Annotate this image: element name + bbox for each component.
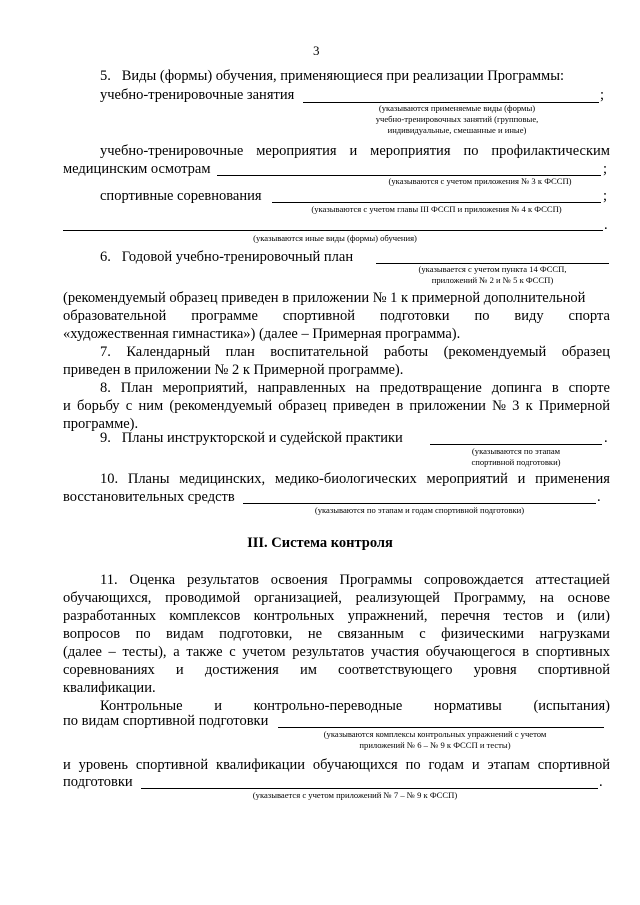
word: с bbox=[125, 398, 133, 414]
word: образец bbox=[561, 344, 610, 360]
item8-line3: программе). bbox=[63, 416, 139, 432]
item7-line1 bbox=[100, 343, 610, 361]
word: мероприятия bbox=[370, 143, 451, 159]
word: тесты), bbox=[122, 644, 167, 660]
word: борьбу bbox=[76, 398, 120, 414]
item9-note-1: (указываются по этапам bbox=[471, 446, 561, 456]
item5-training-end: ; bbox=[600, 87, 605, 103]
word: в bbox=[551, 380, 559, 396]
word: квалификации bbox=[216, 757, 305, 773]
word: учетом bbox=[242, 644, 286, 660]
word: по bbox=[135, 626, 151, 642]
item10-end: . bbox=[597, 489, 601, 505]
word: достижения bbox=[204, 662, 279, 678]
word: применения bbox=[535, 471, 610, 487]
item11-line4 bbox=[63, 625, 610, 643]
item6-line1: (рекомендуемый образец приведен в приложении № 1 к примерной дополнительной bbox=[63, 290, 586, 306]
word: по bbox=[474, 308, 490, 324]
word: и bbox=[517, 471, 526, 487]
word: обучающегося bbox=[425, 644, 516, 660]
word: мероприятия bbox=[256, 143, 337, 159]
word: виду bbox=[514, 308, 544, 324]
item5-medical-end: ; bbox=[603, 161, 608, 177]
item6-line3: «художественная гимнастика») (далее – Примерная программа). bbox=[63, 326, 461, 342]
word: 3 bbox=[512, 398, 520, 414]
word: и bbox=[63, 398, 71, 414]
word: план bbox=[225, 344, 255, 360]
word: результатов bbox=[292, 644, 365, 660]
item10-label: восстановительных средств bbox=[63, 489, 235, 505]
word: освоения bbox=[270, 572, 328, 588]
word: работы bbox=[383, 344, 429, 360]
word: обучающихся bbox=[312, 757, 398, 773]
word: (далее bbox=[63, 644, 102, 660]
word: ним bbox=[138, 398, 164, 414]
word: и bbox=[175, 662, 184, 678]
item5-training-label: учебно-тренировочные занятия bbox=[100, 87, 295, 103]
item5-medical-note: (указываются с учетом приложения № 3 к ФССП) bbox=[388, 176, 572, 186]
item5-competitions-label: спортивные соревнования bbox=[100, 188, 262, 204]
word: спорте bbox=[568, 380, 610, 396]
item10-line1 bbox=[100, 470, 610, 488]
word: образовательной bbox=[63, 308, 167, 324]
item11-line7: квалификации. bbox=[63, 680, 156, 696]
word: спортивных bbox=[535, 644, 610, 660]
item5-training-note-2: учебно-тренировочных занятий (групповые, bbox=[375, 114, 539, 124]
item11-norms-note-1: (указываются комплексы контрольных упражнений с учетом bbox=[323, 729, 547, 739]
word: медико-биологических bbox=[274, 471, 417, 487]
word: воспитательной bbox=[270, 344, 369, 360]
item5-other-line bbox=[63, 230, 603, 231]
word: (или) bbox=[577, 608, 610, 624]
word: комплексов bbox=[169, 608, 241, 624]
item5-competitions-note: (указываются с учетом главы III ФССП и приложения № 4 к ФССП) bbox=[311, 204, 562, 214]
word: контрольно-переводные bbox=[253, 698, 403, 714]
item9-label: 9. Планы инструкторской и судейской практики bbox=[100, 430, 403, 446]
word: подготовки bbox=[379, 308, 450, 324]
word: медицинских, bbox=[179, 471, 266, 487]
word: соответствующего bbox=[338, 662, 453, 678]
word: аттестацией bbox=[535, 572, 610, 588]
word: с bbox=[229, 644, 236, 660]
word: (испытания) bbox=[533, 698, 610, 714]
word: учебно-тренировочные bbox=[100, 143, 244, 159]
word: на bbox=[539, 590, 554, 606]
item7-line2: приведен в приложении № 2 к Примерной программе). bbox=[63, 362, 404, 378]
word: а bbox=[173, 644, 180, 660]
item5-other-end: . bbox=[604, 217, 608, 233]
word: мероприятий, bbox=[162, 380, 248, 396]
word: 7. bbox=[100, 344, 111, 360]
item10-line bbox=[243, 503, 596, 504]
section-title: III. Система контроля bbox=[247, 535, 393, 551]
word: результатов bbox=[186, 572, 259, 588]
item11-level-line bbox=[63, 756, 610, 774]
item9-line bbox=[430, 444, 602, 445]
word: спортивной bbox=[282, 308, 355, 324]
word: приложении bbox=[409, 398, 486, 414]
word: программе bbox=[191, 308, 258, 324]
word: контрольных bbox=[253, 608, 335, 624]
word: приведен bbox=[332, 398, 391, 414]
word: по bbox=[463, 143, 479, 159]
item6-label: 6. Годовой учебно-тренировочный план bbox=[100, 249, 354, 265]
item5-training-note-1: (указываются применяемые виды (формы) bbox=[378, 103, 536, 113]
item5-heading: 5. Виды (формы) обучения, применяющиеся при реализации Программы: bbox=[100, 68, 564, 84]
item5-events-line bbox=[100, 142, 610, 160]
word: мероприятий bbox=[426, 471, 508, 487]
word: вопросов bbox=[63, 626, 121, 642]
word: спортивной bbox=[537, 757, 610, 773]
word: 11. bbox=[100, 572, 118, 588]
item11-norms-line-blank bbox=[278, 727, 604, 728]
word: по bbox=[405, 757, 421, 773]
item5-competitions-line bbox=[272, 202, 601, 203]
word: уровня bbox=[473, 662, 517, 678]
item11-line1 bbox=[100, 571, 610, 589]
word: и bbox=[349, 143, 358, 159]
item11-norms-label: по видам спортивной подготовки bbox=[63, 713, 269, 729]
word: подготовки, bbox=[219, 626, 293, 642]
item8-line1 bbox=[100, 379, 610, 397]
word: к bbox=[525, 398, 533, 414]
item9-note-2: спортивной подготовки) bbox=[471, 457, 561, 467]
word: упражнений, bbox=[347, 608, 428, 624]
item11-norms-note-2: приложений № 6 – № 9 к ФССП и тесты) bbox=[359, 740, 511, 750]
word: Оценка bbox=[129, 572, 176, 588]
word: и bbox=[214, 698, 222, 714]
word: предотвращение bbox=[379, 380, 482, 396]
item11-line5 bbox=[63, 643, 610, 661]
word: с bbox=[419, 626, 426, 642]
word: соревнованиях bbox=[63, 662, 155, 678]
word: участия bbox=[370, 644, 420, 660]
item9-end: . bbox=[604, 430, 608, 446]
word: основе bbox=[567, 590, 610, 606]
word: годам bbox=[428, 757, 464, 773]
word: реализующей bbox=[355, 590, 440, 606]
item11-level-line-blank bbox=[141, 788, 598, 789]
word: и bbox=[63, 757, 71, 773]
item8-line2 bbox=[63, 397, 610, 415]
word: физическими bbox=[441, 626, 525, 642]
word: № bbox=[492, 398, 506, 414]
word: профилактическим bbox=[491, 143, 610, 159]
word: 8. bbox=[100, 380, 111, 396]
item11-level-end: . bbox=[599, 774, 603, 790]
word: Примерной bbox=[538, 398, 610, 414]
word: не bbox=[307, 626, 323, 642]
item6-note-2: приложений № 2 и № 5 к ФССП) bbox=[431, 275, 554, 285]
item11-level-note: (указывается с учетом приложений № 7 – № 9 к ФССП) bbox=[252, 790, 458, 800]
word: образец bbox=[278, 398, 327, 414]
word: План bbox=[120, 380, 153, 396]
word: направленных bbox=[257, 380, 346, 396]
word: также bbox=[186, 644, 223, 660]
word: Программу, bbox=[453, 590, 527, 606]
word: проводимой bbox=[165, 590, 241, 606]
word: связанным bbox=[337, 626, 404, 642]
word: и bbox=[471, 757, 480, 773]
word: разработанных bbox=[63, 608, 156, 624]
word: (рекомендуемый bbox=[443, 344, 547, 360]
word: 10. bbox=[100, 471, 119, 487]
item5-medical-label: медицинским осмотрам bbox=[63, 161, 211, 177]
word: им bbox=[299, 662, 317, 678]
word: на bbox=[355, 380, 370, 396]
word: в bbox=[522, 644, 530, 660]
item6-note-1: (указывается с учетом пункта 14 ФССП, bbox=[418, 264, 567, 274]
item11-line6 bbox=[63, 661, 610, 679]
word: Программы bbox=[339, 572, 413, 588]
word: уровень bbox=[78, 757, 128, 773]
item11-level-label: подготовки bbox=[63, 774, 133, 790]
word: допинга bbox=[491, 380, 542, 396]
word: организацией, bbox=[253, 590, 342, 606]
item5-other-note: (указываются иные виды (формы) обучения) bbox=[253, 233, 417, 243]
item11-line3 bbox=[63, 607, 610, 625]
word: обучающихся, bbox=[63, 590, 152, 606]
item10-note: (указываются по этапам и годам спортивной подготовки) bbox=[314, 505, 525, 515]
item5-competitions-end: ; bbox=[603, 188, 608, 204]
word: Контрольные bbox=[100, 698, 183, 714]
word: спортивной bbox=[135, 757, 209, 773]
word: спортивной bbox=[537, 662, 610, 678]
word: перечня bbox=[440, 608, 491, 624]
word: Календарный bbox=[126, 344, 211, 360]
word: и bbox=[556, 608, 565, 624]
item5-training-note-3: индивидуальные, смешанные и иные) bbox=[387, 125, 527, 135]
item6-line2 bbox=[63, 307, 610, 325]
page-number: 3 bbox=[313, 43, 320, 58]
word: (рекомендуемый bbox=[169, 398, 273, 414]
word: нагрузками bbox=[539, 626, 610, 642]
word: Планы bbox=[127, 471, 170, 487]
item11-line2 bbox=[63, 589, 610, 607]
word: – bbox=[108, 644, 116, 660]
word: видам bbox=[166, 626, 204, 642]
word: тестов bbox=[503, 608, 544, 624]
word: нормативы bbox=[433, 698, 502, 714]
word: спорта bbox=[568, 308, 610, 324]
word: сопровождается bbox=[424, 572, 524, 588]
word: этапам bbox=[487, 757, 530, 773]
word: в bbox=[396, 398, 404, 414]
